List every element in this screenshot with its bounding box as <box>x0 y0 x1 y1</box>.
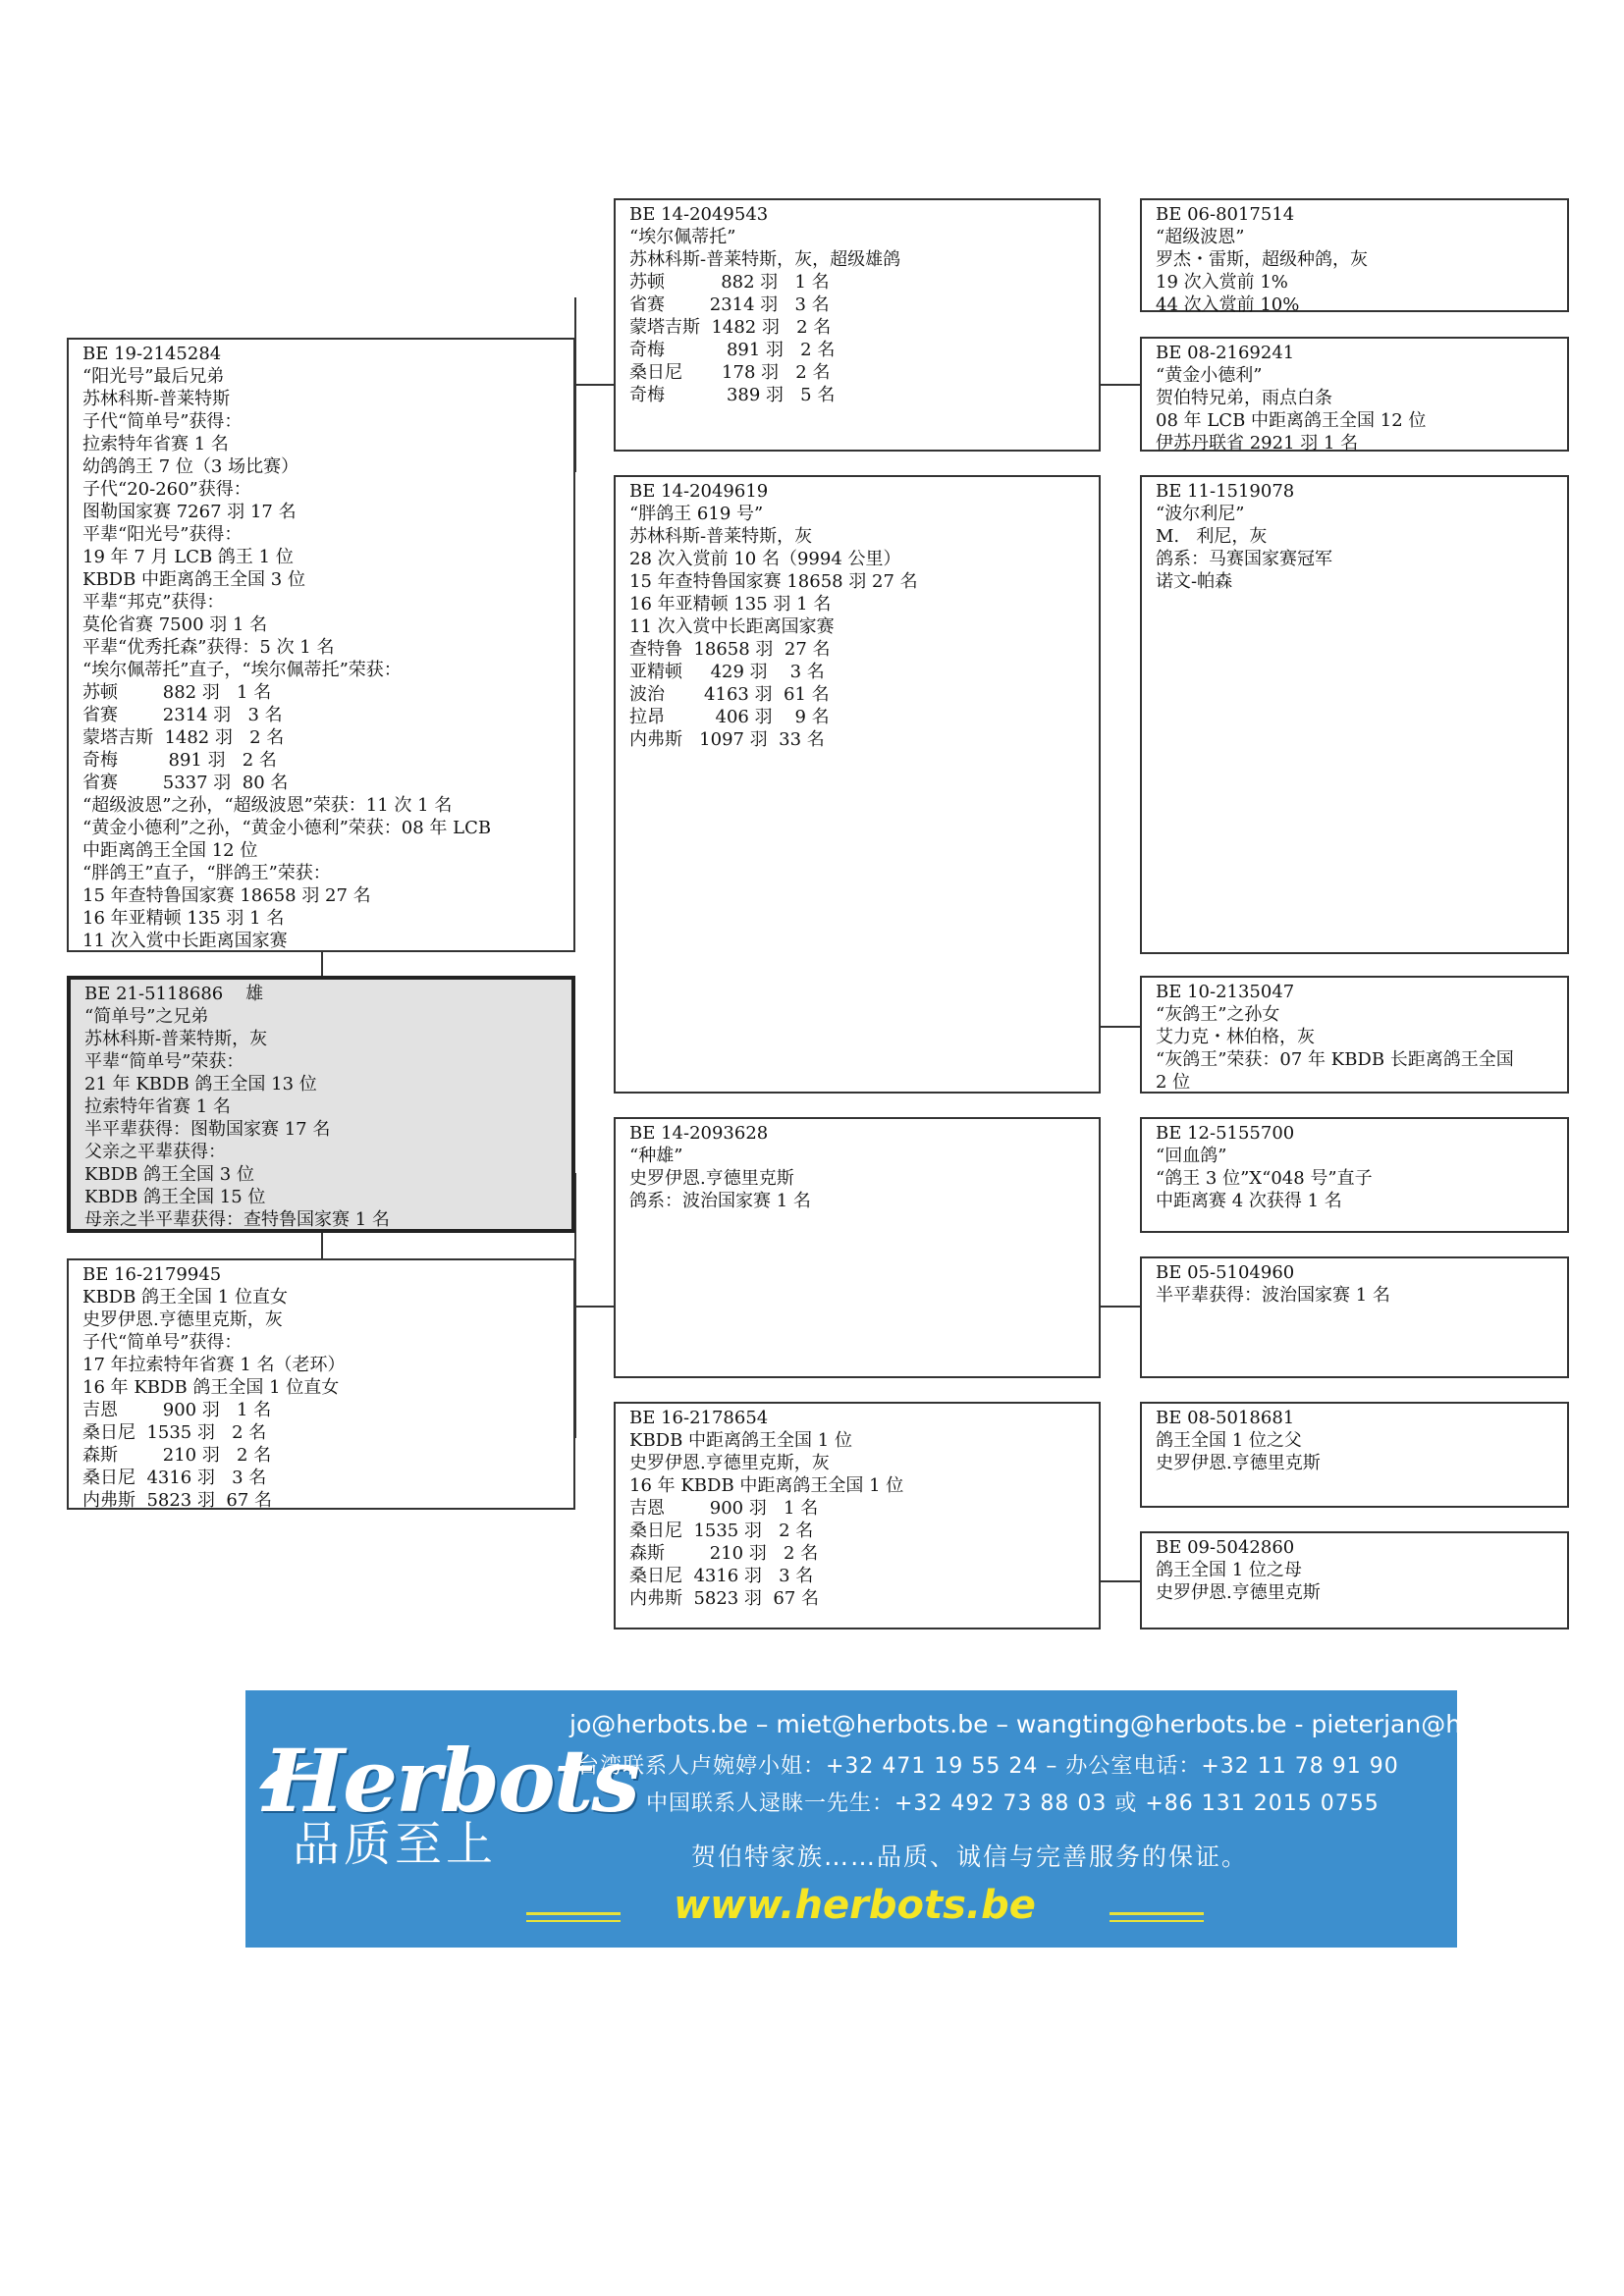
pedigree-line: 母亲之半平辈获得：查特鲁国家赛 1 名 <box>84 1209 390 1230</box>
pedigree-line: “胖鸽王”直子，“胖鸽王”荣获： <box>82 863 331 883</box>
pedigree-line: KBDB 鸽王全国 15 位 <box>84 1187 266 1207</box>
pedigree-line: 奇梅 891 羽 2 名 <box>629 340 836 360</box>
pedigree-line: 省赛 2314 羽 3 名 <box>629 294 830 315</box>
pedigree-line: 子代“20-260”获得： <box>82 479 251 500</box>
pedigree-line: “灰鸽王”之孙女 <box>1156 1004 1280 1025</box>
pedigree-sire-sire-box <box>614 198 1101 452</box>
pedigree-line: “阳光号”最后兄弟 <box>82 366 225 387</box>
connector <box>1100 384 1141 386</box>
pedigree-line: 省赛 2314 羽 3 名 <box>82 705 283 725</box>
pedigree-dss-box <box>1140 1117 1569 1233</box>
pedigree-line: 艾力克・林伯格，灰 <box>1156 1027 1315 1047</box>
pedigree-line: 苏林科斯-普莱特斯 <box>82 389 231 409</box>
pedigree-line: 11 次入赏中长距离国家赛 <box>82 931 288 951</box>
pedigree-line: 鸽系：波治国家赛 1 名 <box>629 1191 811 1211</box>
pedigree-line: BE 21-5118686 雄 <box>84 984 264 1004</box>
pedigree-line: KBDB 鸽王全国 1 位直女 <box>82 1287 288 1308</box>
pedigree-line: 28 次入赏前 10 名（9994 公里） <box>629 549 901 569</box>
pedigree-line: 子代“简单号”获得： <box>82 1332 243 1353</box>
pedigree-line: “回血鸽” <box>1156 1146 1227 1166</box>
decorative-line <box>526 1912 621 1915</box>
pedigree-line: “黄金小德利” <box>1156 365 1263 386</box>
pedigree-line: 史罗伊恩.亨德里克斯 <box>629 1168 794 1189</box>
pedigree-line: 蒙塔吉斯 1482 羽 2 名 <box>629 317 832 338</box>
pedigree-line: 鸽王全国 1 位之母 <box>1156 1560 1302 1580</box>
banner-contact-china: 中国联系人逯睐一先生：+32 492 73 88 03 或 +86 131 2015 0755 <box>646 1791 1380 1816</box>
pedigree-line: 史罗伊恩.亨德里克斯，灰 <box>629 1453 830 1473</box>
pedigree-line: 16 年 KBDB 中距离鸽王全国 1 位 <box>629 1475 904 1496</box>
pedigree-line: 08 年 LCB 中距离鸽王全国 12 位 <box>1156 410 1427 431</box>
pedigree-line: 鸽系：马赛国家赛冠军 <box>1156 549 1332 569</box>
pedigree-line: 桑日尼 4316 羽 3 名 <box>82 1468 267 1488</box>
pedigree-line: 史罗伊恩.亨德里克斯 <box>1156 1453 1321 1473</box>
pedigree-line: 11 次入赏中长距离国家赛 <box>629 616 835 637</box>
pedigree-line: 苏林科斯-普莱特斯，灰 <box>84 1029 268 1049</box>
pedigree-line: 苏顿 882 羽 1 名 <box>82 682 272 703</box>
connector <box>321 1233 323 1258</box>
pedigree-line: M. 利尼，灰 <box>1156 526 1268 547</box>
pedigree-line: 父亲之平辈获得： <box>84 1142 226 1162</box>
pedigree-line: 17 年拉索特年省赛 1 名（老环） <box>82 1355 346 1375</box>
decorative-line <box>526 1920 621 1922</box>
pedigree-line: 拉索特年省赛 1 名 <box>84 1096 231 1117</box>
pedigree-line: “种雄” <box>629 1146 683 1166</box>
pedigree-line: 查特鲁 18658 羽 27 名 <box>629 639 831 660</box>
herbots-banner <box>245 1690 1578 1948</box>
pedigree-line: BE 14-2049543 <box>629 204 769 225</box>
pedigree-line: 省赛 5337 羽 80 名 <box>82 773 289 793</box>
pedigree-dam-sire-box <box>614 1117 1101 1378</box>
pedigree-line: 拉昂 406 羽 9 名 <box>629 707 830 727</box>
pedigree-line: BE 09-5042860 <box>1156 1537 1295 1558</box>
pedigree-line: 吉恩 900 羽 1 名 <box>82 1400 272 1420</box>
pedigree-line: 21 年 KBDB 鸽王全国 13 位 <box>84 1074 317 1095</box>
pedigree-line: BE 05-5104960 <box>1156 1262 1295 1283</box>
banner-contact-taiwan: 台湾联系人卢婉婷小姐：+32 471 19 55 24 – 办公室电话：+32 11 78 91 90 <box>577 1754 1399 1779</box>
pedigree-line: BE 11-1519078 <box>1156 481 1295 502</box>
pedigree-line: 奇梅 389 羽 5 名 <box>629 385 836 405</box>
connector <box>1100 1026 1141 1028</box>
pedigree-line: 内弗斯 1097 羽 33 名 <box>629 729 825 750</box>
pedigree-line: 桑日尼 1535 羽 2 名 <box>82 1422 267 1443</box>
pedigree-line: BE 14-2093628 <box>629 1123 769 1144</box>
pedigree-dds-box <box>1140 1402 1569 1508</box>
decorative-line <box>1110 1920 1204 1922</box>
pedigree-line: BE 10-2135047 <box>1156 982 1295 1002</box>
pedigree-line: BE 14-2049619 <box>629 481 769 502</box>
pedigree-line: 蒙塔吉斯 1482 羽 2 名 <box>82 727 285 748</box>
pedigree-line: 中距离鸽王全国 12 位 <box>82 840 258 861</box>
pedigree-line: “黄金小德利”之孙，“黄金小德利”荣获：08 年 LCB <box>82 818 492 838</box>
pedigree-dam-dam-box <box>614 1402 1101 1629</box>
pedigree-line: 16 年亚精顿 135 羽 1 名 <box>82 908 285 929</box>
banner-motto: 贺伯特家族……品质、诚信与完善服务的保证。 <box>691 1842 1249 1871</box>
pedigree-line: 44 次入赏前 10% <box>1156 294 1300 315</box>
pedigree-dam-box <box>67 1258 575 1510</box>
pedigree-line: 图勒国家赛 7267 羽 17 名 <box>82 502 297 522</box>
herbots-logo: Herbots <box>263 1730 638 1832</box>
pedigree-line: KBDB 中距离鸽王全国 1 位 <box>629 1430 852 1451</box>
pedigree-line: 诺文-帕森 <box>1156 571 1233 592</box>
pedigree-line: 平辈“邦克”获得： <box>82 592 225 613</box>
pedigree-line: BE 16-2179945 <box>82 1264 222 1285</box>
pedigree-line: 15 年查特鲁国家赛 18658 羽 27 名 <box>629 571 918 592</box>
pedigree-line: BE 08-2169241 <box>1156 343 1295 363</box>
pedigree-line: BE 08-5018681 <box>1156 1408 1295 1428</box>
pedigree-line: “胖鸽王 619 号” <box>629 504 764 524</box>
pedigree-line: 19 年 7 月 LCB 鸽王 1 位 <box>82 547 294 567</box>
pedigree-sss-box <box>1140 198 1569 315</box>
pedigree-ddd-box <box>1140 1531 1569 1629</box>
decorative-line <box>1110 1912 1204 1915</box>
pedigree-dsd-box <box>1140 1256 1569 1378</box>
connector <box>1100 1580 1141 1582</box>
pedigree-line: BE 19-2145284 <box>82 344 222 364</box>
pedigree-line: 苏林科斯-普莱特斯，灰 <box>629 526 813 547</box>
pedigree-line: KBDB 中距离鸽王全国 3 位 <box>82 569 305 590</box>
pedigree-line: 苏顿 882 羽 1 名 <box>629 272 830 293</box>
pedigree-line: 鸽王全国 1 位之父 <box>1156 1430 1302 1451</box>
pedigree-line: 桑日尼 4316 羽 3 名 <box>629 1566 814 1586</box>
pedigree-line: 森斯 210 羽 2 名 <box>629 1543 819 1564</box>
pedigree-line: 亚精顿 429 羽 3 名 <box>629 662 825 682</box>
pedigree-line: 森斯 210 羽 2 名 <box>82 1445 272 1466</box>
pedigree-line: 桑日尼 178 羽 2 名 <box>629 362 831 383</box>
pedigree-line: 史罗伊恩.亨德里克斯 <box>1156 1582 1321 1603</box>
pedigree-line: 史罗伊恩.亨德里克斯，灰 <box>82 1309 283 1330</box>
pedigree-line: 桑日尼 1535 羽 2 名 <box>629 1521 814 1541</box>
pedigree-line: KBDB 鸽王全国 3 位 <box>84 1164 254 1185</box>
connector <box>1100 1306 1141 1308</box>
banner-emails[interactable]: jo@herbots.be – miet@herbots.be – wangting@herbots.be - pieterjan@herbots.be <box>569 1710 1578 1738</box>
pedigree-line: 平辈“优秀托森”获得：5 次 1 名 <box>82 637 335 658</box>
pedigree-line: 中距离赛 4 次获得 1 名 <box>1156 1191 1342 1211</box>
pedigree-line: 16 年 KBDB 鸽王全国 1 位直女 <box>82 1377 340 1398</box>
pedigree-line: 平辈“阳光号”获得： <box>82 524 243 545</box>
pedigree-subject-box <box>67 976 575 1233</box>
pedigree-sire-dam-box <box>614 475 1101 1094</box>
pedigree-line: 19 次入赏前 1% <box>1156 272 1288 293</box>
pedigree-line: 贺伯特兄弟，雨点白条 <box>1156 388 1332 408</box>
banner-website-link[interactable]: www.herbots.be <box>674 1883 1036 1928</box>
connector <box>574 1306 614 1308</box>
connector <box>321 952 323 976</box>
pedigree-line: 伊苏丹联省 2921 羽 1 名 <box>1156 433 1359 454</box>
pedigree-line: BE 12-5155700 <box>1156 1123 1295 1144</box>
pedigree-line: 15 年查特鲁国家赛 18658 羽 27 名 <box>82 885 371 906</box>
pedigree-line: “灰鸽王”荣获：07 年 KBDB 长距离鸽王全国 <box>1156 1049 1514 1070</box>
pedigree-line: BE 06-8017514 <box>1156 204 1295 225</box>
pedigree-line: 内弗斯 5823 羽 67 名 <box>82 1490 273 1511</box>
pedigree-line: 波治 4163 羽 61 名 <box>629 684 830 705</box>
pedigree-line: 吉恩 900 羽 1 名 <box>629 1498 819 1519</box>
pedigree-line: 2 位 <box>1156 1072 1191 1093</box>
pedigree-line: 奇梅 891 羽 2 名 <box>82 750 277 771</box>
pedigree-line: “鸽王 3 位”X“048 号”直子 <box>1156 1168 1373 1189</box>
pedigree-line: “埃尔佩蒂托” <box>629 227 736 247</box>
pedigree-line: “超级波恩” <box>1156 227 1245 247</box>
pedigree-line: BE 16-2178654 <box>629 1408 769 1428</box>
pedigree-line: “埃尔佩蒂托”直子，“埃尔佩蒂托”荣获： <box>82 660 402 680</box>
pedigree-sds-box <box>1140 475 1569 954</box>
pedigree-line: 平辈“简单号”荣获： <box>84 1051 244 1072</box>
pedigree-line: 内弗斯 5823 羽 67 名 <box>629 1588 820 1609</box>
pedigree-line: 拉索特年省赛 1 名 <box>82 434 229 454</box>
pedigree-line: 莫伦省赛 7500 羽 1 名 <box>82 614 268 635</box>
pedigree-line: 幼鸽鸽王 7 位（3 场比赛） <box>82 456 299 477</box>
banner-slogan: 品质至上 <box>293 1817 498 1872</box>
pedigree-line: 苏林科斯-普莱特斯，灰，超级雄鸽 <box>629 249 901 270</box>
pedigree-sdd-box <box>1140 976 1569 1094</box>
pedigree-line: 半平辈获得：图勒国家赛 17 名 <box>84 1119 331 1140</box>
pedigree-line: 子代“简单号”获得： <box>82 411 243 432</box>
pedigree-line: 半平辈获得：波治国家赛 1 名 <box>1156 1285 1390 1306</box>
pedigree-line: “波尔利尼” <box>1156 504 1245 524</box>
pedigree-line: “超级波恩”之孙，“超级波恩”荣获：11 次 1 名 <box>82 795 453 816</box>
pedigree-sire-box <box>67 338 575 952</box>
connector <box>574 384 614 386</box>
pedigree-line: “简单号”之兄弟 <box>84 1006 209 1027</box>
pedigree-line: 16 年亚精顿 135 羽 1 名 <box>629 594 832 614</box>
pedigree-ssd-box <box>1140 337 1569 452</box>
pedigree-line: 罗杰・雷斯，超级种鸽，灰 <box>1156 249 1368 270</box>
